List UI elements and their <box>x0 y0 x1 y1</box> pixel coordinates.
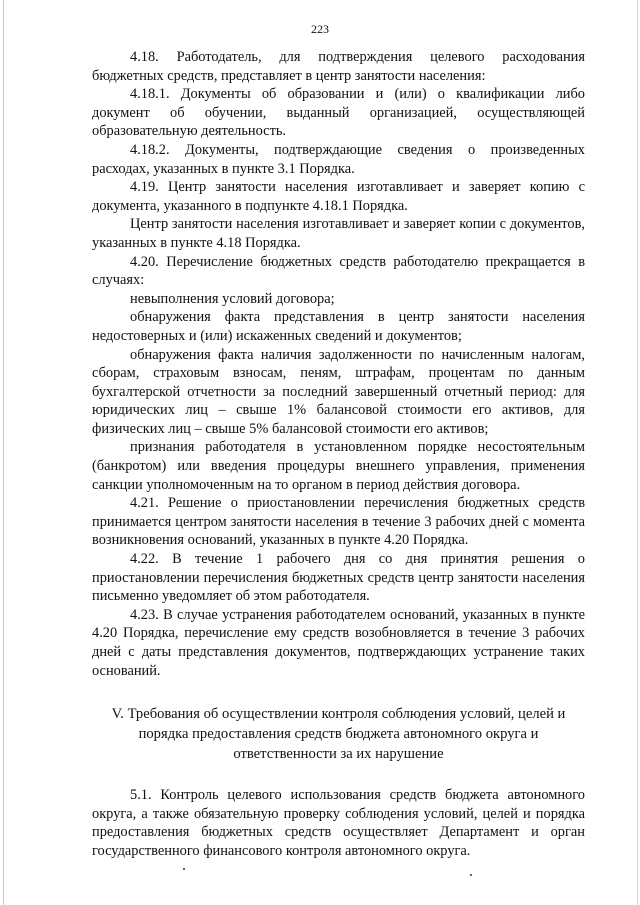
paragraph-4-18-1: 4.18.1. Документы об образовании и (или) о квалификации либо документ об обучении, выданный организацией, осуществляющей образовательную деятельность. <box>92 86 585 140</box>
paragraph-5-1: 5.1. Контроль целевого использования средств бюджета автономного округа, а также обязательную проверку соблюдения условий, целей и порядка предоставления бюджетных средств осуществляет Департамент и орган государственного финансового контроля автономного округа. <box>92 787 585 859</box>
page-number: 223 <box>311 22 329 36</box>
section-heading <box>92 704 585 764</box>
paragraph-4-20-case-4: признания работодателя в установленном порядке несостоятельным (банкротом) или введения процедуры внешнего управления, применения санкции уполномоченным на то органом в период действия договора. <box>92 439 585 493</box>
paragraph-4-23: 4.23. В случае устранения работодателем оснований, указанных в пункте 4.20 Порядка, перечисление ему средств возобновляется в течение 3 рабочих дней с даты представления документов, подтверждающих устранение таких оснований. <box>92 606 585 679</box>
document-body <box>92 48 585 861</box>
paragraph-4-20: 4.20. Перечисление бюджетных средств работодателю прекращается в случаях: <box>92 253 585 289</box>
paragraph-4-20-case-1: невыполнения условий договора; <box>130 290 335 307</box>
paragraph-4-20-case-3: обнаружения факта наличия задолженности по начисленным налогам, сборам, страховым взносам, пеням, штрафам, процентам по данным бухгалтерской отчетности за последний завершенный отчетный период: для юридических лиц – свыше 1% балансовой стоимости его активов, для физических лиц – свыше 5% балансовой стоимости его активов; <box>92 346 585 437</box>
scan-edge-left <box>3 0 4 905</box>
section-heading-line: ответственности за их нарушение <box>233 746 444 763</box>
paragraph-4-18-2: 4.18.2. Документы, подтверждающие сведения о произведенных расходах, указанных в пункте 3.1 Порядка. <box>92 141 585 177</box>
scan-speck <box>183 868 185 870</box>
scan-speck <box>470 874 472 876</box>
scan-edge-right <box>637 0 638 905</box>
paragraph-4-18: 4.18. Работодатель, для подтверждения целевого расходования бюджетных средств, представляет в центр занятости населения: <box>92 49 585 84</box>
paragraph-4-19: 4.19. Центр занятости населения изготавливает и заверяет копию с документа, указанного в подпункте 4.18.1 Порядка. <box>92 179 585 214</box>
section-heading-line: порядка предоставления средств бюджета автономного округа и <box>138 726 539 743</box>
paragraph-4-20-case-2: обнаружения факта представления в центр занятости населения недостоверных и (или) искаженных сведений и документов; <box>92 309 585 344</box>
paragraph-4-19-copies: Центр занятости населения изготавливает и заверяет копии с документов, указанных в пункте 4.18 Порядка. <box>92 216 585 251</box>
paragraph-4-22: 4.22. В течение 1 рабочего дня со дня принятия решения о приостановлении перечисления бюджетных средств центр занятости населения письменно уведомляет об этом работодателя. <box>92 551 585 605</box>
paragraph-4-21: 4.21. Решение о приостановлении перечисления бюджетных средств принимается центром занятости населения в течение 3 рабочих дней с момента возникновения оснований, указанных в пункте 4.20 Порядка. <box>92 495 585 549</box>
section-heading-line: V. Требования об осуществлении контроля соблюдения условий, целей и <box>111 706 566 723</box>
